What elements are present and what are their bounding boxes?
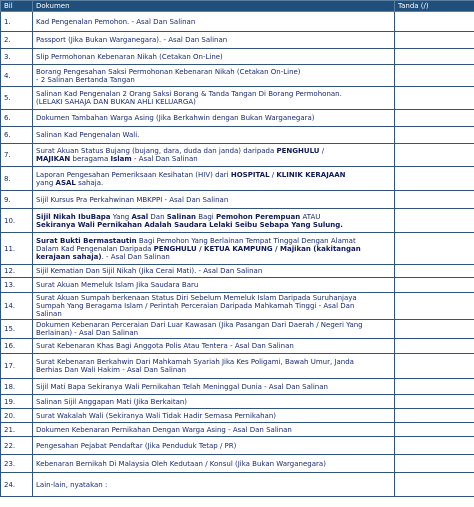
table-row (1, 409, 474, 423)
document-description (33, 320, 395, 339)
tick-box[interactable] (395, 167, 474, 191)
row-number: 12. (1, 265, 33, 278)
description-text: Laporan Pengesahan Pemeriksaan Kesihatan (HIV) dari (36, 170, 231, 179)
header-tanda: Tanda (/) (395, 1, 474, 12)
description-text: Borang Pengesahan Saksi Permohonan Kebenaran Nikah (Cetakan On-Line) (36, 67, 301, 76)
description-text: Sumpah Yang Beragama Islam / Perintah Perceraian Daripada Mahkamah Tinggi - Asal Dan (36, 302, 355, 310)
document-description (33, 167, 395, 191)
description-text: Dalam Kad Pengenalan Daripada (36, 244, 154, 253)
description-text: . - Asal Dan Salinan (101, 252, 170, 261)
description-line (36, 342, 391, 350)
description-line (36, 196, 391, 204)
table-row (1, 473, 474, 497)
tick-box[interactable] (395, 320, 474, 339)
document-description (33, 191, 395, 209)
tick-box[interactable] (395, 423, 474, 437)
description-text: Bagi Pemohon Yang Berlainan Tempat Tinggal Dengan Alamat (136, 236, 356, 245)
emphasis-text: MAJIKAN (36, 155, 71, 163)
tick-box[interactable] (395, 87, 474, 110)
description-text: Berlainan) - Asal Dan Salinan (36, 329, 139, 337)
row-number: 21. (1, 423, 33, 437)
table-row (1, 423, 474, 437)
table-row (1, 127, 474, 144)
description-line (36, 213, 391, 221)
description-text: Slip Permohonan Kebenaran Nikah (Cetakan On-Line) (36, 52, 223, 61)
description-text: Yang (110, 212, 132, 221)
description-text: Surat Kebenaran Khas Bagi Anggota Polis Atau Tentera - Asal Dan Salinan (36, 342, 294, 350)
table-row (1, 12, 474, 32)
row-number: 18. (1, 379, 33, 395)
description-text: / (269, 170, 277, 179)
row-number: 13. (1, 278, 33, 293)
description-line (36, 412, 391, 420)
tick-box[interactable] (395, 265, 474, 278)
row-number: 11. (1, 233, 33, 265)
table-row (1, 49, 474, 65)
description-text: Sijil Kematian Dan Sijil Nikah (Jika Cerai Mati). - Asal Dan Salinan (36, 267, 263, 275)
description-line (36, 398, 391, 406)
description-line (36, 267, 391, 275)
description-text: Salinan Sijil Anggapan Mati (Jika Berkaitan) (36, 397, 188, 406)
description-line (36, 302, 391, 310)
tick-box[interactable] (395, 49, 474, 65)
tick-box[interactable] (395, 12, 474, 32)
description-text: Bagi (196, 212, 216, 221)
table-row (1, 320, 474, 339)
document-description (33, 209, 395, 233)
description-text: Surat Akuan Sumpah berkenaan Status Diri Sebelum Memeluk Islam Daripada Suruhanjaya (36, 294, 357, 302)
document-description (33, 423, 395, 437)
description-text: Dokumen Kebenaran Pernikahan Dengan Warga Asing - Asal Dan Salinan (36, 425, 292, 434)
row-number: 6. (1, 110, 33, 127)
emphasis-text: HOSPITAL (230, 170, 270, 179)
description-line (36, 426, 391, 434)
table-row (1, 455, 474, 473)
header-dokumen: Dokumen (33, 1, 395, 12)
emphasis-text: Sijil Nikah IbuBapa (36, 212, 111, 221)
row-number: 16. (1, 339, 33, 354)
table-body (1, 12, 474, 497)
row-number: 8. (1, 167, 33, 191)
document-description (33, 65, 395, 87)
description-line (36, 221, 391, 229)
table-row (1, 339, 474, 354)
table-row (1, 293, 474, 320)
description-line (36, 442, 391, 450)
row-number: 5. (1, 87, 33, 110)
header-bil: Bil (1, 1, 33, 12)
description-line (36, 237, 391, 245)
description-text: Surat Akuan Status Bujang (bujang, dara, duda dan janda) daripada (36, 147, 277, 155)
document-description (33, 127, 395, 144)
document-description (33, 87, 395, 110)
description-text: Dokumen Tambahan Warga Asing (Jika Berkahwin dengan Bukan Warganegara) (36, 114, 315, 122)
description-text: Surat Kebenaran Berkahwin Dari Mahkamah Syariah Jika Kes Poligami, Bawah Umur, Janda (36, 358, 354, 366)
row-number: 19. (1, 395, 33, 409)
description-text: - Asal Dan Salinan (131, 155, 198, 163)
description-text: beragama (70, 155, 111, 163)
description-line (36, 481, 391, 489)
document-description (33, 233, 395, 265)
document-description (33, 265, 395, 278)
table-row (1, 354, 474, 379)
description-text: Kad Pengenalan Pemohon. - Asal Dan Salinan (36, 17, 196, 26)
description-text: Sijil Kursus Pra Perkahwinan MBKPPI - Asal Dan Salinan (36, 195, 229, 204)
row-number: 24. (1, 473, 33, 497)
emphasis-text: Pemohon Perempuan (215, 212, 301, 221)
tick-box[interactable] (395, 395, 474, 409)
row-number: 20. (1, 409, 33, 423)
description-text: / (319, 147, 325, 155)
description-line (36, 90, 391, 98)
document-description (33, 12, 395, 32)
row-number: 10. (1, 209, 33, 233)
emphasis-text: Surat Bukti Bermastautin (36, 236, 137, 245)
description-line (36, 155, 391, 163)
tick-box[interactable] (395, 455, 474, 473)
row-number: 7. (1, 144, 33, 167)
description-line (36, 76, 391, 84)
table-row (1, 65, 474, 87)
emphasis-text: Salinan (166, 212, 197, 221)
document-description (33, 339, 395, 354)
row-number: 17. (1, 354, 33, 379)
tick-box[interactable] (395, 233, 474, 265)
document-description (33, 395, 395, 409)
document-description (33, 32, 395, 49)
description-line (36, 131, 391, 139)
document-description (33, 278, 395, 293)
emphasis-text: ASAL (55, 178, 76, 187)
table-row (1, 209, 474, 233)
document-description (33, 455, 395, 473)
description-line (36, 179, 391, 187)
description-line (36, 281, 391, 289)
description-text: Berhias Dan Wali Hakim - Asal Dan Salinan (36, 366, 186, 374)
row-number: 1. (1, 12, 33, 32)
description-line (36, 294, 391, 302)
description-line (36, 36, 391, 44)
tick-box[interactable] (395, 144, 474, 167)
tick-box[interactable] (395, 354, 474, 379)
description-line (36, 358, 391, 366)
row-number: 6. (1, 127, 33, 144)
description-text: Salinan (36, 310, 62, 318)
row-number: 2. (1, 32, 33, 49)
document-description (33, 293, 395, 320)
tick-box[interactable] (395, 32, 474, 49)
row-number: 23. (1, 455, 33, 473)
description-line (36, 310, 391, 318)
row-number: 4. (1, 65, 33, 87)
table-row (1, 144, 474, 167)
emphasis-text: kerajaan sahaja) (36, 252, 102, 261)
tick-box[interactable] (395, 110, 474, 127)
description-line (36, 321, 391, 329)
document-description (33, 437, 395, 455)
description-text: sahaja. (75, 178, 104, 187)
emphasis-text: Asal (131, 212, 149, 221)
tick-box[interactable] (395, 65, 474, 87)
row-number: 3. (1, 49, 33, 65)
table-row (1, 278, 474, 293)
document-description (33, 110, 395, 127)
tick-box[interactable] (395, 409, 474, 423)
tick-box[interactable] (395, 278, 474, 293)
table-row (1, 110, 474, 127)
description-text: ATAU (300, 212, 321, 221)
description-text: Dan (148, 212, 167, 221)
description-line (36, 460, 391, 468)
description-line (36, 98, 391, 106)
document-description (33, 354, 395, 379)
description-line (36, 68, 391, 76)
tick-box[interactable] (395, 127, 474, 144)
emphasis-text: Sekiranya Wali Pernikahan Adalah Saudara Lelaki Seibu Sebapa Yang Sulung. (36, 220, 343, 229)
description-line (36, 53, 391, 61)
table-row (1, 233, 474, 265)
description-line (36, 366, 391, 374)
description-text: Surat Akuan Memeluk Islam Jika Saudara Baru (36, 281, 199, 289)
table-row (1, 191, 474, 209)
description-text: Lain-lain, nyatakan : (36, 480, 108, 489)
tick-box[interactable] (395, 437, 474, 455)
table-row (1, 437, 474, 455)
row-number: 22. (1, 437, 33, 455)
description-line (36, 147, 391, 155)
tick-box[interactable] (395, 473, 474, 497)
description-line (36, 18, 391, 26)
description-text: Pengesahan Pejabat Pendaftar (Jika Penduduk Tetap / PR) (36, 441, 237, 450)
row-number: 15. (1, 320, 33, 339)
document-description (33, 473, 395, 497)
emphasis-text: KLINIK KERAJAAN (276, 170, 346, 179)
description-line (36, 383, 391, 391)
row-number: 14. (1, 293, 33, 320)
table-row (1, 32, 474, 49)
description-text: - 2 Salinan Bertanda Tangan (36, 75, 135, 84)
description-line (36, 171, 391, 179)
description-text: Kebenaran Bernikah Di Malaysia Oleh Kedutaan / Konsul (Jika Bukan Warganegara) (36, 459, 326, 468)
document-description (33, 144, 395, 167)
emphasis-text: PENGHULU (276, 147, 320, 155)
description-text: Salinan Kad Pengenalan Wali. (36, 131, 140, 139)
table-row (1, 395, 474, 409)
description-text: yang (36, 178, 56, 187)
table-row (1, 167, 474, 191)
tick-box[interactable] (395, 293, 474, 320)
emphasis-text: Islam (110, 155, 132, 163)
tick-box[interactable] (395, 379, 474, 395)
table-header-row (1, 1, 474, 12)
emphasis-text: PENGHULU / KETUA KAMPUNG / Majikan (kakitangan (153, 244, 361, 253)
tick-box[interactable] (395, 209, 474, 233)
description-text: Dokumen Kebenaran Perceraian Dari Luar Kawasan (Jika Pasangan Dari Daerah / Negeri Yang (36, 321, 363, 329)
document-description (33, 379, 395, 395)
description-text: Salinan Kad Pengenalan 2 Orang Saksi Borang & Tanda Tangan Di Borang Permohonan. (36, 90, 342, 98)
description-text: Sijil Mati Bapa Sekiranya Wali Pernikahan Telah Meninggal Dunia - Asal Dan Salinan (36, 382, 328, 391)
document-description (33, 409, 395, 423)
description-text: Surat Wakalah Wali (Sekiranya Wali Tidak Hadir Semasa Pernikahan) (36, 411, 277, 420)
description-line (36, 114, 391, 122)
tick-box[interactable] (395, 339, 474, 354)
tick-box[interactable] (395, 191, 474, 209)
row-number: 9. (1, 191, 33, 209)
document-description (33, 49, 395, 65)
table-row (1, 87, 474, 110)
description-line (36, 253, 391, 261)
description-line (36, 329, 391, 337)
description-text: Passport (Jika Bukan Warganegara). - Asal Dan Salinan (36, 36, 228, 44)
table-row (1, 379, 474, 395)
table-row (1, 265, 474, 278)
description-line (36, 245, 391, 253)
description-text: (LELAKI SAHAJA DAN BUKAN AHLI KELUARGA) (36, 98, 196, 106)
